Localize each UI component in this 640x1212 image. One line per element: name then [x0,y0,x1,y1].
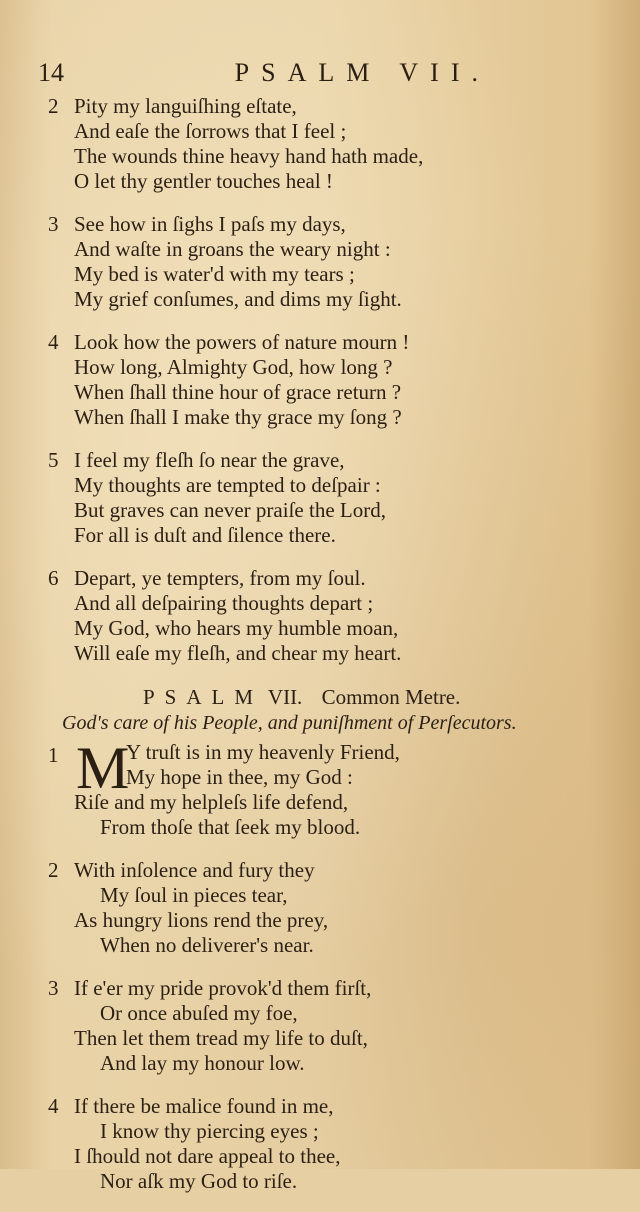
page-number: 14 [38,58,64,87]
stanza-number: 3 [48,212,59,236]
stanza [48,566,620,666]
verse-line: Then let them tread my life to duſt, [74,1026,368,1050]
verse-line: The wounds thine heavy hand hath made, [74,144,424,168]
stanza [48,330,620,430]
verse-line: Depart, ye tempters, from my ſoul. [74,566,366,590]
psalm-numeral: VII. [267,685,303,709]
stanza-number: 2 [48,858,59,882]
verse-line: Will eaſe my fleſh, and chear my heart. [74,641,402,665]
stanza [48,212,620,312]
stanza-number: 5 [48,448,59,472]
verse-line: When no deliverer's near. [100,933,314,957]
stanza [48,1094,620,1194]
verse-line: With inſolence and fury they [74,858,315,882]
verse-line: See how in ſighs I paſs my days, [74,212,346,236]
stanza [48,976,620,1076]
verse-line: And lay my honour low. [100,1051,305,1075]
verse-line: And all deſpairing thoughts depart ; [74,591,374,615]
verse-line: Or once abuſed my foe, [100,1001,298,1025]
drop-capital: M [76,735,130,801]
verse-line: Riſe and my helpleſs life defend, [74,790,349,814]
psalm-metre: Common Metre. [321,685,461,709]
stanza [48,858,620,958]
stanza-number: 1 [48,743,59,767]
stanza-first [48,735,620,840]
stanza [48,94,620,194]
verse-line: My hope in thee, my God : [126,765,353,789]
verse-line: If there be malice found in me, [74,1094,334,1118]
verse-line: From thoſe that ſeek my blood. [100,815,361,839]
verse-line: But graves can never praiſe the Lord, [74,498,386,522]
verse-line: And waſte in groans the weary night : [74,237,391,261]
verse-line: My God, who hears my humble moan, [74,616,399,640]
verse-line: My thoughts are tempted to deſpair : [74,473,381,497]
verse-line: How long, Almighty God, how long ? [74,355,393,379]
stanza-number: 4 [48,330,59,354]
page-header [38,58,490,88]
verse-line: I ſhould not dare appeal to thee, [74,1144,341,1168]
verse-line: Look how the powers of nature mourn ! [74,330,410,354]
verse-line: And eaſe the ſorrows that I feel ; [74,119,347,143]
stanza-number: 3 [48,976,59,1000]
running-title: PSALM VII. [234,58,490,87]
stanza-number: 4 [48,1094,59,1118]
verse-line: I feel my fleſh ſo near the grave, [74,448,345,472]
stanza-number: 2 [48,94,59,118]
psalm-heading [48,684,620,710]
psalm-subtitle: God's care of his People, and puniſhment of Perſecutors. [62,712,517,734]
stanza-number: 6 [48,566,59,590]
verse-line: O let thy gentler touches heal ! [74,169,333,193]
verse-line: When ſhall thine hour of grace return ? [74,380,402,404]
verse-line: I know thy piercing eyes ; [100,1119,319,1143]
verse-line: My bed is water'd with my tears ; [74,262,355,286]
verse-line: When ſhall I make thy grace my ſong ? [74,405,402,429]
verse-line: For all is duſt and ſilence there. [74,523,336,547]
verse-line: Y truſt is in my heavenly Friend, [126,740,400,764]
verse-line: My ſoul in pieces tear, [100,883,288,907]
verse-line: Pity my languiſhing eſtate, [74,94,297,118]
verse-line: If e'er my pride provok'd them firſt, [74,976,372,1000]
verse-line: Nor aſk my God to riſe. [100,1169,298,1193]
page-body [48,94,620,1212]
stanza [48,448,620,548]
verse-line: My grief conſumes, and dims my ſight. [74,287,402,311]
psalm-word: PSALM [143,685,264,709]
verse-line: As hungry lions rend the prey, [74,908,329,932]
